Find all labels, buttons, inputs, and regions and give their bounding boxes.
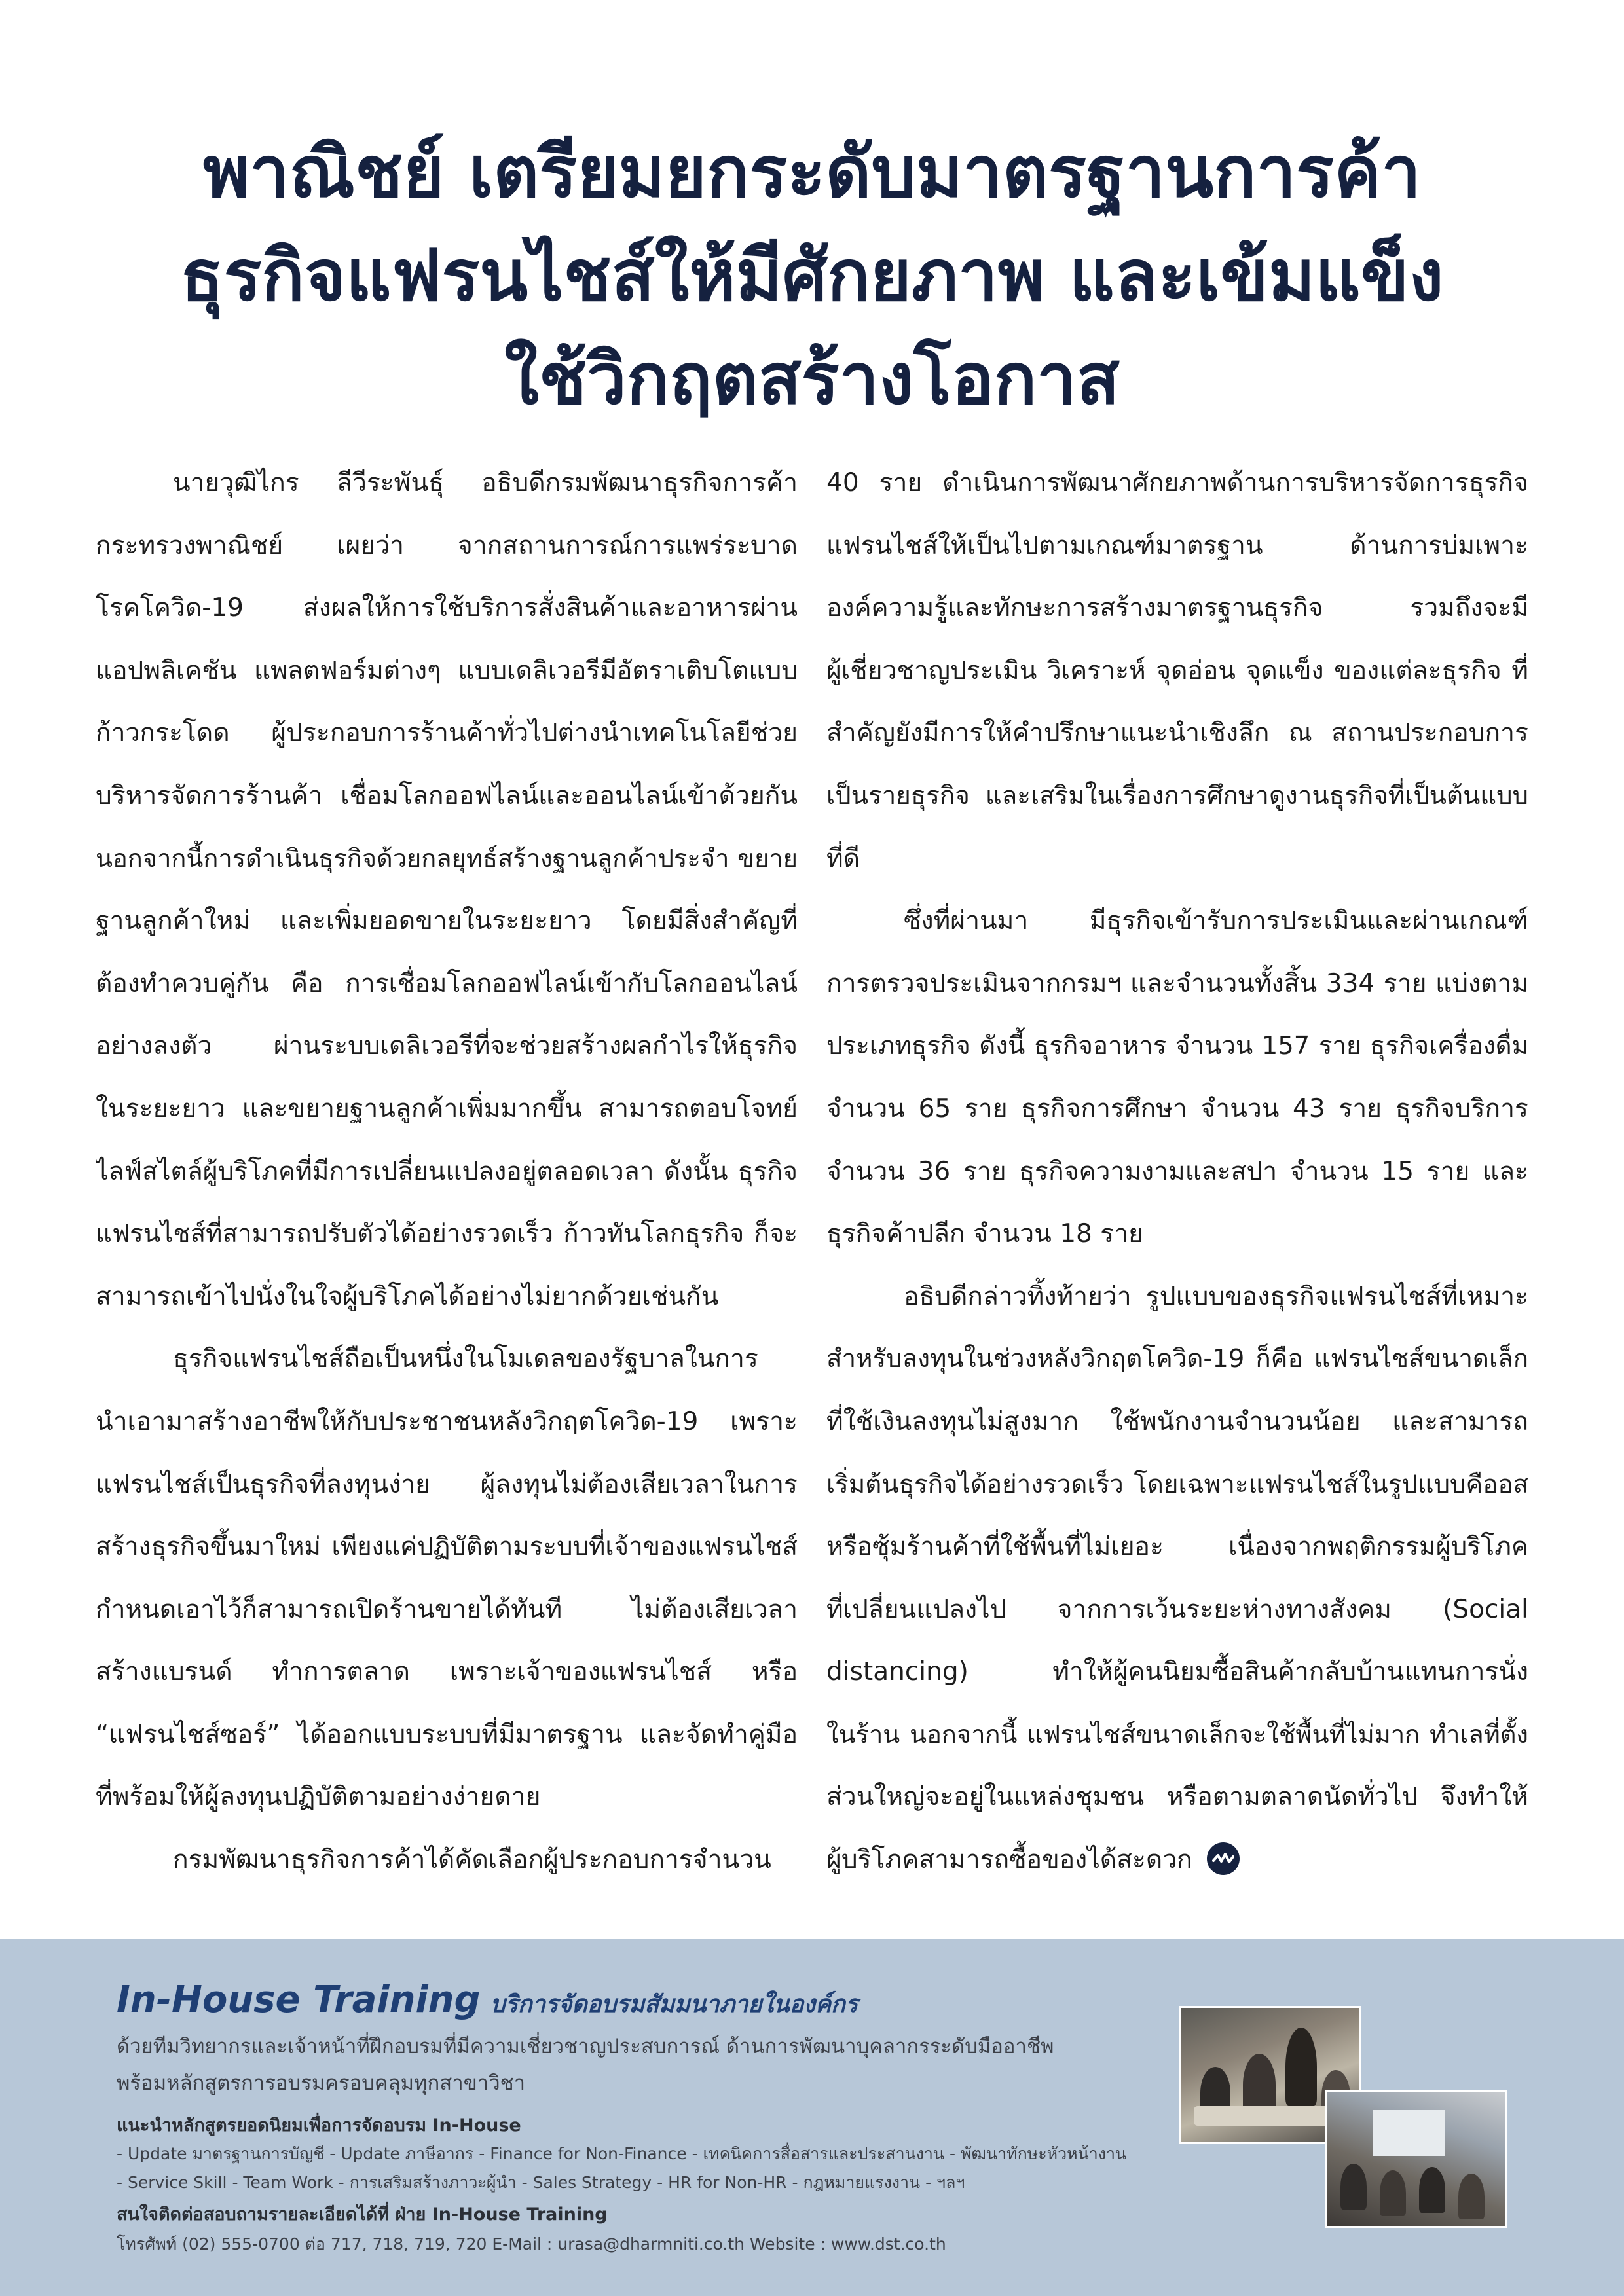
text-line: สำหรับลงทุนในช่วงหลังวิกฤตโควิด-19 ก็คือ แฟรนไชส์ขนาดเล็ก <box>826 1344 1528 1374</box>
text-line: ธุรกิจแฟรนไชส์ถือเป็นหนึ่งในโมเดลของรัฐบาลในการ <box>173 1344 758 1374</box>
inhouse-training-ad <box>0 1939 1624 2296</box>
text-line: จำนวน 36 ราย ธุรกิจความงามและสปา จำนวน 15 ราย และ <box>826 1156 1528 1186</box>
text-line: ที่ดี <box>826 843 860 873</box>
text-line: ต้องทำควบคู่กัน คือ การเชื่อมโลกออฟไลน์เข้ากับโลกออนไลน์ <box>96 968 798 998</box>
text-line: ฐานลูกค้าใหม่ และเพิ่มยอดขายในระยะยาว โดยมีสิ่งสำคัญที่ <box>96 906 798 936</box>
ad-courses-line-2: - Service Skill - Team Work - การเสริมสร้างภาวะผู้นำ - Sales Strategy - HR for Non-HR - กฎหมายแรงงาน - ฯลฯ <box>117 2173 965 2192</box>
final-text: ผู้บริโภคสามารถซื้อของได้สะดวก <box>826 1845 1192 1875</box>
text-line: นายวุฒิไกร ลีวีระพันธุ์ อธิบดีกรมพัฒนาธุรกิจการค้า <box>173 468 798 498</box>
text-line: เป็นรายธุรกิจ และเสริมในเรื่องการศึกษาดูงานธุรกิจที่เป็นต้นแบบ <box>826 780 1528 811</box>
text-line: หรือซุ้มร้านค้าที่ใช้พื้นที่ไม่เยอะ เนื่องจากพฤติกรรมผู้บริโภค <box>826 1532 1528 1562</box>
text-line: โรคโควิด-19 ส่งผลให้การใช้บริการสั่งสินค้าและอาหารผ่าน <box>96 593 798 623</box>
text-line: ในร้าน นอกจากนี้ แฟรนไชส์ขนาดเล็กจะใช้พื้นที่ไม่มาก ทำเลที่ตั้ง <box>826 1719 1528 1749</box>
text-line: ซึ่งที่ผ่านมา มีธุรกิจเข้ารับการประเมินและผ่านเกณฑ์ <box>904 906 1528 936</box>
text-line: กระทรวงพาณิชย์ เผยว่า จากสถานการณ์การแพร่ระบาด <box>96 530 798 560</box>
ad-brand: In-House Training <box>117 1978 481 2021</box>
text-line: การตรวจประเมินจากกรมฯ และจำนวนทั้งสิ้น 334 ราย แบ่งตาม <box>826 968 1528 998</box>
text-line-final <box>826 1829 1528 1891</box>
text-line: ส่วนใหญ่จะอยู่ในแหล่งชุมชน หรือตามตลาดนัดทั่วไป จึงทำให้ <box>826 1782 1528 1812</box>
text-line: สามารถเข้าไปนั่งในใจผู้บริโภคได้อย่างไม่ยากด้วยเช่นกัน <box>96 1281 719 1311</box>
text-line: นอกจากนี้การดำเนินธุรกิจด้วยกลยุทธ์สร้างฐานลูกค้าประจำ ขยาย <box>96 843 798 873</box>
ad-contact-heading: สนใจติดต่อสอบถามรายละเอียดได้ที่ ฝ่าย In-House Training <box>117 2204 608 2225</box>
text-line: อธิบดีกล่าวทิ้งท้ายว่า รูปแบบของธุรกิจแฟรนไชส์ที่เหมาะ <box>904 1281 1528 1311</box>
text-line: อย่างลงตัว ผ่านระบบเดลิเวอรีที่จะช่วยสร้างผลกำไรให้ธุรกิจ <box>96 1031 798 1061</box>
text-line: แฟรนไชส์ให้เป็นไปตามเกณฑ์มาตรฐาน ด้านการบ่มเพาะ <box>826 530 1528 560</box>
ad-brand-subtitle: บริการจัดอบรมสัมมนาภายในองค์กร <box>490 1991 858 2018</box>
ad-description-1: ด้วยทีมวิทยากรและเจ้าหน้าที่ฝึกอบรมที่มีความเชี่ยวชาญประสบการณ์ ด้านการพัฒนาบุคลากรระดับมืออาชีพ <box>117 2035 1054 2058</box>
article-title <box>92 121 1532 431</box>
text-line: ไลฟ์สไตล์ผู้บริโภคที่มีการเปลี่ยนแปลงอยู่ตลอดเวลา ดังนั้น ธุรกิจ <box>96 1156 798 1186</box>
text-line: เริ่มต้นธุรกิจได้อย่างรวดเร็ว โดยเฉพาะแฟรนไชส์ในรูปแบบคืออส <box>826 1469 1528 1499</box>
text-line: นำเอามาสร้างอาชีพให้กับประชาชนหลังวิกฤตโควิด-19 เพราะ <box>96 1406 798 1436</box>
text-line: ธุรกิจค้าปลีก จำนวน 18 ราย <box>826 1219 1143 1249</box>
text-line: 40 ราย ดำเนินการพัฒนาศักยภาพด้านการบริหารจัดการธุรกิจ <box>826 468 1528 498</box>
title-line-2: ธุรกิจแฟรนไชส์ให้มีศักยภาพ และเข้มแข็ง <box>180 235 1444 317</box>
text-line: สำคัญยังมีการให้คำปรึกษาแนะนำเชิงลึก ณ สถานประกอบการ <box>826 718 1528 748</box>
text-line: “แฟรนไชส์ซอร์” ได้ออกแบบระบบที่มีมาตรฐาน และจัดทำคู่มือ <box>96 1719 798 1749</box>
title-line-1: พาณิชย์ เตรียมยกระดับมาตรฐานการค้า <box>202 132 1422 213</box>
text-line: แอปพลิเคชัน แพลตฟอร์มต่างๆ แบบเดลิเวอรีมีอัตราเติบโตแบบ <box>96 655 798 685</box>
ad-description-2: พร้อมหลักสูตรการอบรมครอบคลุมทุกสาขาวิชา <box>117 2071 526 2095</box>
end-mark-icon <box>1207 1842 1240 1875</box>
text-line: ในระยะยาว และขยายฐานลูกค้าเพิ่มมากขึ้น สามารถตอบโจทย์ <box>96 1093 798 1123</box>
text-line: จำนวน 65 ราย ธุรกิจการศึกษา จำนวน 43 ราย ธุรกิจบริการ <box>826 1093 1528 1123</box>
text-line: องค์ความรู้และทักษะการสร้างมาตรฐานธุรกิจ รวมถึงจะมี <box>826 593 1528 623</box>
text-line: กรมพัฒนาธุรกิจการค้าได้คัดเลือกผู้ประกอบการจำนวน <box>173 1845 771 1875</box>
text-line: distancing) ทำให้ผู้คนนิยมซื้อสินค้ากลับบ้านแทนการนั่ง <box>826 1657 1528 1687</box>
text-line: บริหารจัดการร้านค้า เชื่อมโลกออฟไลน์และออนไลน์เข้าด้วยกัน <box>96 780 798 811</box>
ad-contact-details: โทรศัพท์ (02) 555-0700 ต่อ 717, 718, 719, 720 E-Mail : urasa@dharmniti.co.th Website : www.dst.co.th <box>117 2234 946 2253</box>
title-line-3: ใช้วิกฤตสร้างโอกาส <box>504 338 1120 420</box>
text-line: สร้างแบรนด์ ทำการตลาด เพราะเจ้าของแฟรนไชส์ หรือ <box>96 1657 798 1687</box>
article-column-left <box>96 452 798 1891</box>
text-line: สร้างธุรกิจขึ้นมาใหม่ เพียงแค่ปฏิบัติตามระบบที่เจ้าของแฟรนไชส์ <box>96 1532 798 1562</box>
article-column-right <box>826 452 1528 1891</box>
ad-courses-line-1: - Update มาตรฐานการบัญชี - Update ภาษีอากร - Finance for Non-Finance - เทคนิคการสื่อสารและประสานงาน - พัฒนาทักษะหัวหน้างาน <box>117 2144 1127 2163</box>
text-line: ที่ใช้เงินลงทุนไม่สูงมาก ใช้พนักงานจำนวนน้อย และสามารถ <box>826 1406 1528 1436</box>
text-line: ที่เปลี่ยนแปลงไป จากการเว้นระยะห่างทางสังคม (Social <box>826 1594 1528 1624</box>
seminar-photo <box>1325 2090 1507 2228</box>
text-line: ผู้เชี่ยวชาญประเมิน วิเคราะห์ จุดอ่อน จุดแข็ง ของแต่ละธุรกิจ ที่ <box>826 655 1528 685</box>
ad-heading <box>117 1978 858 2022</box>
text-line: แฟรนไชส์ที่สามารถปรับตัวได้อย่างรวดเร็ว ก้าวทันโลกธุรกิจ ก็จะ <box>96 1219 798 1249</box>
text-line: ก้าวกระโดด ผู้ประกอบการร้านค้าทั่วไปต่างนำเทคโนโลยีช่วย <box>96 718 798 748</box>
text-line: แฟรนไชส์เป็นธุรกิจที่ลงทุนง่าย ผู้ลงทุนไม่ต้องเสียเวลาในการ <box>96 1469 798 1499</box>
ad-courses-heading: แนะนำหลักสูตรยอดนิยมเพื่อการจัดอบรม In-House <box>117 2115 521 2136</box>
text-line: ประเภทธุรกิจ ดังนี้ ธุรกิจอาหาร จำนวน 157 ราย ธุรกิจเครื่องดื่ม <box>826 1031 1528 1061</box>
text-line: ที่พร้อมให้ผู้ลงทุนปฏิบัติตามอย่างง่ายดาย <box>96 1782 541 1812</box>
text-line: กำหนดเอาไว้ก็สามารถเปิดร้านขายได้ทันที ไม่ต้องเสียเวลา <box>96 1594 798 1624</box>
